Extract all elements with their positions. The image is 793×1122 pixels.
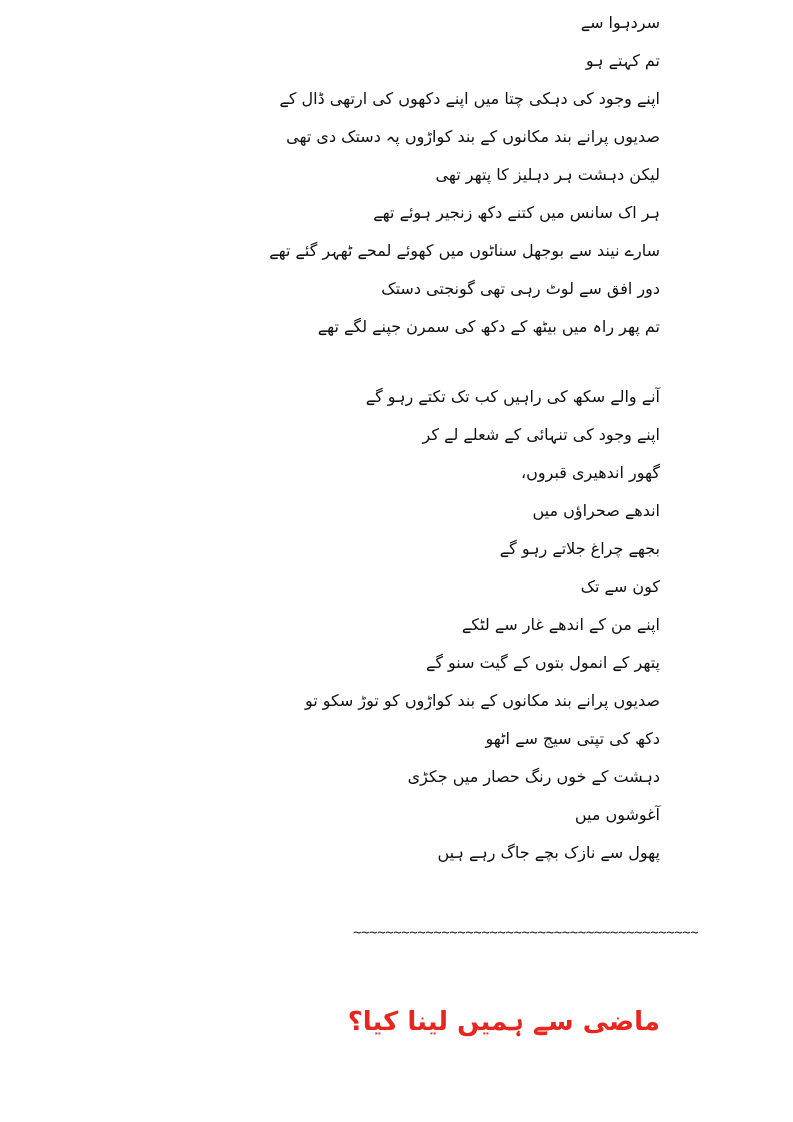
poem-line: دور افق سے لوٹ رہی تھی گونجتی دستک [381,279,660,298]
poem-line: آنے والے سکھ کی راہیں کب تک تکتے رہو گے [365,387,660,406]
poem-line: بجھے چراغ جلاتے رہو گے [499,539,660,558]
poem-line: دہشت کے خوں رنگ حصار میں جکڑی [407,767,660,786]
poem-line: لیکن دہشت ہر دہلیز کا پتھر تھی [435,165,660,184]
poem-line: صدیوں پرانے بند مکانوں کے بند کواڑوں پہ دستک دی تھی [286,127,660,146]
poem-line: تم پھر راہ میں بیٹھ کے دکھ کی سمرن جپنے لگے تھے [317,317,660,336]
poem-line: پھول سے نازک بچے جاگ رہے ہیں [437,843,660,862]
poem-line: اندھے صحراؤں میں [532,501,660,520]
poem-line: تم کہتے ہو [585,51,660,70]
poem-line: سردہوا سے [580,13,660,32]
poem-line: اپنے وجود کی دہکی چتا میں اپنے دکھوں کی ارتھی ڈال کے [279,89,660,108]
poem-line: پتھر کے انمول بتوں کے گیت سنو گے [425,653,660,672]
poem [269,8,660,876]
poem-line: آغوشوں میں [574,805,660,824]
poem-line: گھور اندھیری قبروں، [520,463,660,482]
poem-line: دکھ کی تپتی سیج سے اٹھو [485,729,660,748]
poem-line: کون سے تک [580,577,660,596]
poem-line: سارے نیند سے بوجھل سناٹوں میں کھوئے لمحے ٹھہر گئے تھے [269,241,660,260]
stanza-break [320,350,660,382]
section-divider: ~~~~~~~~~~~~~~~~~~~~~~~~~~~~~~~~~~~~~~~~~~~ [353,925,699,941]
poem-line: صدیوں پرانے بند مکانوں کے بند کواڑوں کو توڑ سکو تو [304,691,660,710]
poem-line: ہر اک سانس میں کتنے دکھ زنجیر ہوئے تھے [373,203,660,222]
section-heading: ماضی سے ہمیں لینا کیا؟ [347,1007,660,1037]
poem-line: اپنے من کے اندھے غار سے لٹکے [461,615,660,634]
poem-line: اپنے وجود کی تنہائی کے شعلے لے کر [422,425,660,444]
